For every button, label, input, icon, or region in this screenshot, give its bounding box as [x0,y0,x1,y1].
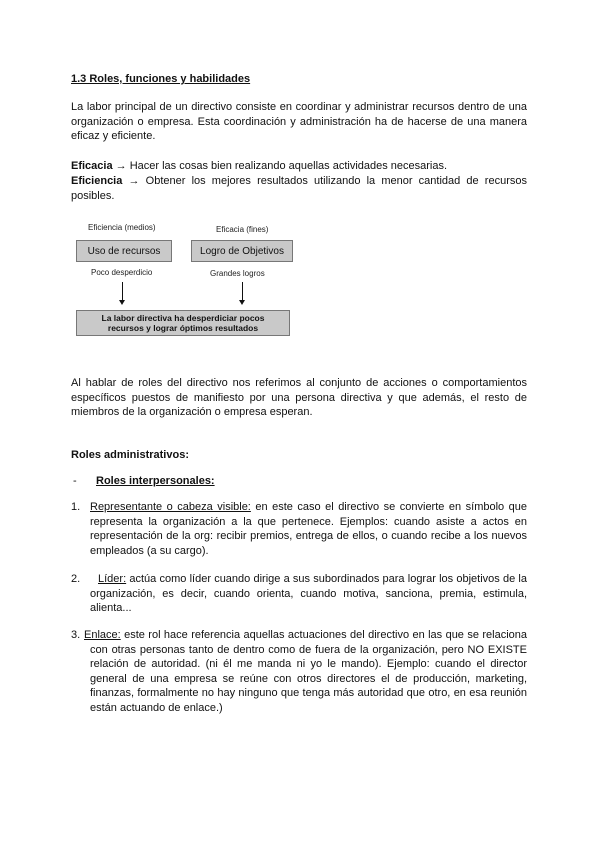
roles-paragraph: Al hablar de roles del directivo nos referimos al conjunto de acciones o comportamientos específicos puestos de manifiesto por una persona directiva y que además, el resto de miembros de la organización o empresa esperan. [71,377,527,418]
item-1-text: en este caso el directivo se convierte en símbolo que representa la organización a la que pertenece. Ejemplos: cuando asiste a actos en representación de la org: recibir premios, entrega de ellos, o cuando recibe a los nuevos empleados (a su cargo). [90,501,527,557]
intro-paragraph: La labor principal de un directivo consiste en coordinar y administrar recursos dentro de una organización o empresa. Esta coordinación y administración ha de hacerse de una manera eficaz y eficiente. [71,101,527,142]
eficacia-definition [71,159,527,174]
section-title: 1.3 Roles, funciones y habilidades [71,73,251,85]
eficiencia-definition [71,174,527,203]
item-1-content [90,500,527,558]
item-2-content [90,572,527,616]
left-note: Poco desperdicio [91,268,153,277]
item-2-term: Líder: [98,573,127,585]
right-caption: Eficacia (fines) [216,225,269,234]
eficacia-term: Eficacia [71,160,113,172]
left-box: Uso de recursos [76,240,172,262]
item-3-content [84,628,527,715]
eficiencia-term: Eficiencia [71,175,123,187]
admin-roles-heading: Roles administrativos: [71,449,189,461]
left-down-arrow-icon [122,282,123,301]
bullet-dash: - [73,475,77,487]
right-note: Grandes logros [210,269,265,278]
item-3-number: 3. [71,629,81,641]
right-box: Logro de Objetivos [191,240,293,262]
item-2-text: actúa como líder cuando dirige a sus subordinados para lograr los objetivos de la organización, es decir, cuando orienta, cuando motiva, sanciona, premia, estimula, alienta... [90,573,527,614]
item-1-number: 1. [71,501,81,513]
eficacia-text: → Hacer las cosas bien realizando aquellas actividades necesarias. [112,160,448,172]
interpersonal-roles-subheading: Roles interpersonales: [96,475,215,487]
item-3-text: este rol hace referencia aquellas actuaciones del directivo en las que se relaciona con otras personas tanto de dentro como de fuera de la organización, pero NO EXISTE relación de autoridad. (ni él me manda ni yo le mando). Ejemplo: cuando el director general de una empresa se reúne con otros directores el de producción, marketing, finanzas, formalmente no hay ninguno que tenga más autoridad que otro, en esa reunión están actuando de enlace.) [90,629,527,714]
item-2-number: 2. [71,573,81,585]
right-down-arrow-icon [242,282,243,301]
efficiency-efficacy-diagram [74,222,294,340]
item-1-term: Representante o cabeza visible: [90,501,251,513]
bottom-box: La labor directiva ha desperdiciar pocos recursos y lograr óptimos resultados [76,310,290,336]
left-caption: Eficiencia (medios) [88,223,156,232]
item-3-term: Enlace: [84,629,121,641]
eficiencia-text: → Obtener los mejores resultados utilizando la menor cantidad de recursos posibles. [71,175,527,202]
